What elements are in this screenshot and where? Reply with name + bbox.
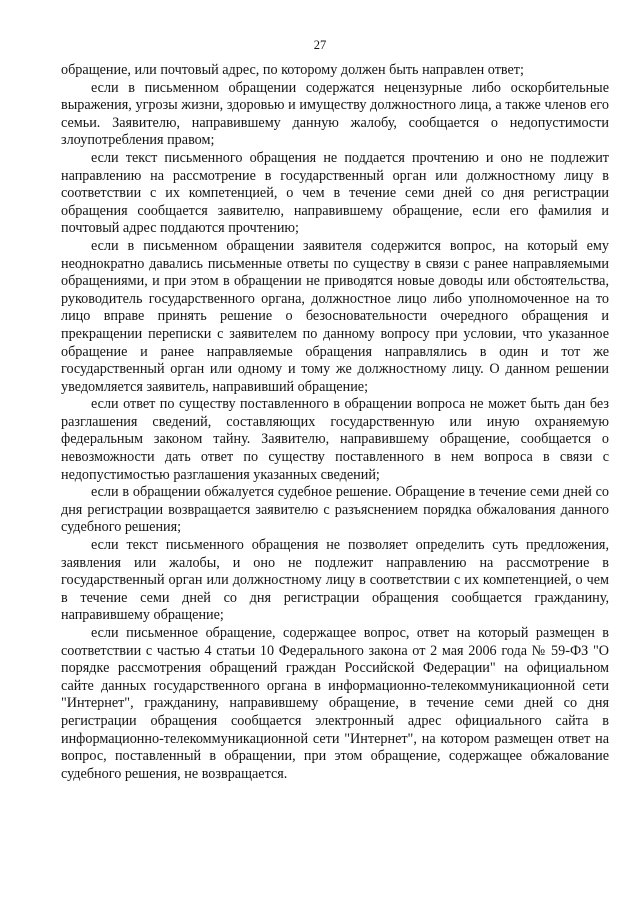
paragraph-repeated-question: если в письменном обращении заявителя содержится вопрос, на который ему неоднократно давались письменные ответы по существу в связи с ранее направляемыми обращениями, и при этом в обращении не приводятся новые доводы или обстоятельства, руководитель государственного органа, должностное лицо либо уполномоченное на то лицо вправе принять решение о безосновательности очередного обращения и прекращении переписки с заявителем по данному вопросу при условии, что указанное обращение и ранее направляемые обращения направлялись в один и тот же государственный орган или одному и тому же должностному лицу. О данном решении уведомляется заявитель, направивший обращение; (61, 237, 609, 395)
paragraph-illegible-text: если текст письменного обращения не поддается прочтению и оно не подлежит направлению на рассмотрение в государственный орган или должностному лицу в соответствии с их компетенцией, о чем в течение семи дней со дня регистрации обращения сообщается заявителю, направившему обращение, если его фамилия и почтовый адрес поддаются прочтению; (61, 149, 609, 237)
paragraph-unclear-essence: если текст письменного обращения не позволяет определить суть предложения, заявления или жалобы, и оно не подлежит направлению на рассмотрение в государственный орган или должностному лицу в соответствии с их компетенцией, о чем в течение семи дней со дня регистрации обращения сообщается гражданину, направившему обращение; (61, 537, 609, 624)
document-body (61, 62, 609, 783)
paragraph-continuation: обращение, или почтовый адрес, по которому должен быть направлен ответ; (61, 62, 524, 78)
paragraph-obscene-language: если в письменном обращении содержатся нецензурные либо оскорбительные выражения, угрозы жизни, здоровью и имуществу должностного лица, а также членов его семьи. Заявителю, направившему данную жалобу, сообщается о недопустимости злоупотребления правом; (61, 79, 609, 149)
page-number: 27 (313, 38, 327, 52)
paragraph-court-decision: если в обращении обжалуется судебное решение. Обращение в течение семи дней со дня регистрации возвращается заявителю с разъяснением порядка обжалования данного судебного решения; (61, 484, 609, 536)
paragraph-state-secret: если ответ по существу поставленного в обращении вопроса не может быть дан без разглашения сведений, составляющих государственную или иную охраняемую федеральным законом тайну. Заявителю, направившему обращение, сообщается о невозможности дать ответ по существу поставленного в нем вопроса в связи с недопустимостью разглашения указанных сведений; (61, 396, 609, 483)
paragraph-answer-published-online: если письменное обращение, содержащее вопрос, ответ на который размещен в соответствии с частью 4 статьи 10 Федерального закона от 2 мая 2006 года № 59-ФЗ "О порядке рассмотрения обращений граждан Российской Федерации" на официальном сайте данных государственного органа в информационно-телекоммуникационной сети "Интернет", гражданину, направившему обращение, в течение семи дней со дня регистрации обращения сообщается электронный адрес официального сайта в информационно-телекоммуникационной сети "Интернет", на котором размещен ответ на вопрос, поставленный в обращении, при этом обращение, содержащее обжалование судебного решения, не возвращается. (61, 625, 609, 782)
